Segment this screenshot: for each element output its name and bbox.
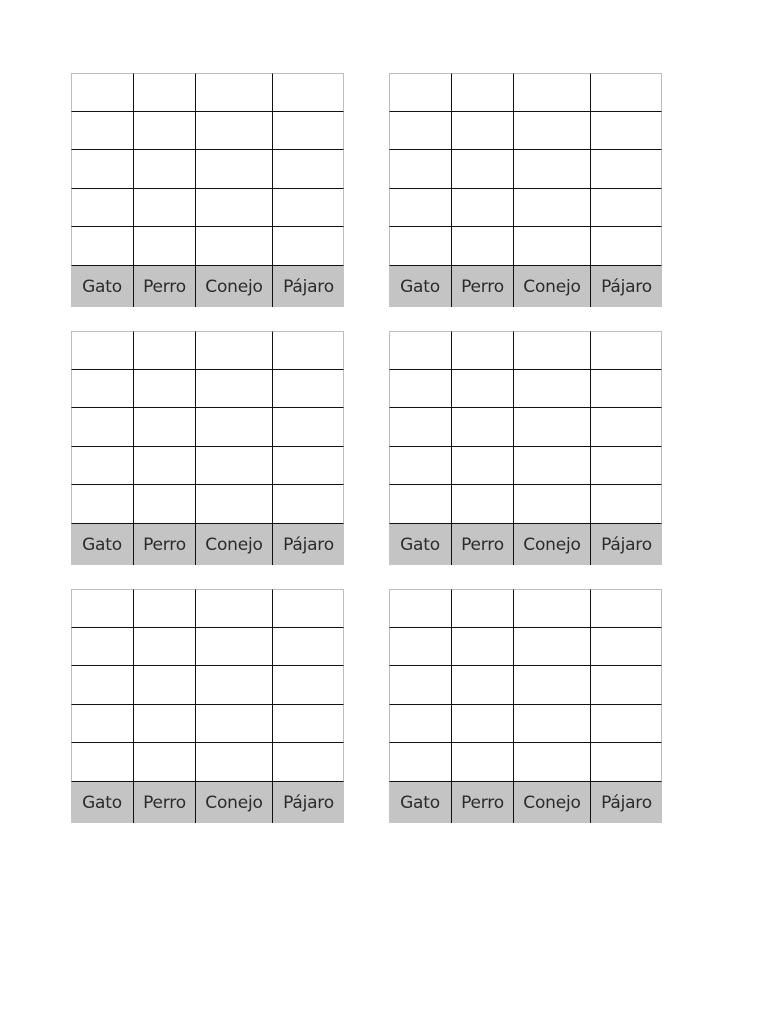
grid-cell[interactable] <box>134 485 196 524</box>
grid-cell[interactable] <box>134 666 196 705</box>
grid-cell[interactable] <box>196 743 273 782</box>
grid-cell[interactable] <box>514 150 591 189</box>
grid-cell[interactable] <box>196 370 273 408</box>
grid-cell[interactable] <box>389 331 452 370</box>
grid-cell[interactable] <box>134 227 196 266</box>
grid-cell[interactable] <box>591 150 662 189</box>
grid-cell[interactable] <box>389 73 452 112</box>
grid-cell[interactable] <box>591 73 662 112</box>
grid-cell[interactable] <box>389 666 452 705</box>
grid-cell[interactable] <box>273 666 344 705</box>
grid-cell[interactable] <box>452 150 514 189</box>
category-label: Gato <box>389 782 452 823</box>
category-label: Conejo <box>514 782 591 823</box>
category-label: Pájaro <box>591 782 662 823</box>
grid-cell[interactable] <box>71 485 134 524</box>
grid-cell[interactable] <box>452 485 514 524</box>
grid-cell[interactable] <box>273 331 344 370</box>
grid-cell[interactable] <box>591 370 662 408</box>
grid-cell[interactable] <box>134 112 196 150</box>
grid-cell[interactable] <box>452 408 514 447</box>
grid-cell[interactable] <box>591 112 662 150</box>
grid-cell[interactable] <box>196 189 273 227</box>
grid-cell[interactable] <box>452 628 514 666</box>
grid-cell[interactable] <box>273 73 344 112</box>
category-label: Gato <box>389 524 452 565</box>
grid-cell[interactable] <box>134 408 196 447</box>
grid-cell[interactable] <box>273 189 344 227</box>
grid-cell[interactable] <box>273 628 344 666</box>
grid-cell[interactable] <box>71 447 134 485</box>
grid-cell[interactable] <box>389 447 452 485</box>
grid-cell[interactable] <box>71 666 134 705</box>
grid-cell[interactable] <box>452 331 514 370</box>
grid-cell[interactable] <box>514 666 591 705</box>
grid-cell[interactable] <box>452 73 514 112</box>
grid-cell[interactable] <box>514 447 591 485</box>
grid-cell[interactable] <box>389 150 452 189</box>
grid-cell[interactable] <box>196 447 273 485</box>
category-label: Gato <box>389 266 452 307</box>
grid-cell[interactable] <box>273 408 344 447</box>
grid-cell[interactable] <box>196 73 273 112</box>
pictograph-grid-2 <box>389 73 662 307</box>
grid-cell[interactable] <box>71 705 134 743</box>
grid-cell[interactable] <box>273 589 344 628</box>
grid-cell[interactable] <box>134 370 196 408</box>
category-label: Perro <box>452 524 514 565</box>
category-label: Conejo <box>514 266 591 307</box>
category-label: Conejo <box>514 524 591 565</box>
grid-cell[interactable] <box>196 485 273 524</box>
category-label: Perro <box>134 524 196 565</box>
grid-cell[interactable] <box>71 628 134 666</box>
grid-cell[interactable] <box>134 189 196 227</box>
grid-cell[interactable] <box>134 150 196 189</box>
grid-cell[interactable] <box>71 150 134 189</box>
grid-cell[interactable] <box>134 73 196 112</box>
grid-cell[interactable] <box>514 370 591 408</box>
grid-cell[interactable] <box>134 589 196 628</box>
grid-cell[interactable] <box>71 73 134 112</box>
grid-cell[interactable] <box>514 227 591 266</box>
grid-cell[interactable] <box>134 705 196 743</box>
grid-cell[interactable] <box>273 447 344 485</box>
category-label: Conejo <box>196 266 273 307</box>
grid-cell[interactable] <box>389 112 452 150</box>
grid-cell[interactable] <box>71 370 134 408</box>
category-label: Conejo <box>196 782 273 823</box>
grid-cell[interactable] <box>591 331 662 370</box>
category-label: Pájaro <box>273 524 344 565</box>
pictograph-grid-4 <box>389 331 662 565</box>
grid-cell[interactable] <box>389 485 452 524</box>
grid-cell[interactable] <box>591 743 662 782</box>
grid-cell[interactable] <box>71 408 134 447</box>
grid-cell[interactable] <box>514 73 591 112</box>
grid-cell[interactable] <box>134 628 196 666</box>
grid-cell[interactable] <box>196 112 273 150</box>
grid-cell[interactable] <box>591 666 662 705</box>
grid-cell[interactable] <box>273 227 344 266</box>
category-label: Gato <box>71 782 134 823</box>
grid-cell[interactable] <box>514 743 591 782</box>
category-label: Perro <box>452 782 514 823</box>
grid-cell[interactable] <box>452 447 514 485</box>
grid-cell[interactable] <box>71 189 134 227</box>
grid-cell[interactable] <box>514 408 591 447</box>
grid-cell[interactable] <box>591 485 662 524</box>
grid-cell[interactable] <box>389 227 452 266</box>
grid-cell[interactable] <box>273 705 344 743</box>
pictograph-grid-6 <box>389 589 662 823</box>
grid-cell[interactable] <box>452 189 514 227</box>
grid-cell[interactable] <box>134 447 196 485</box>
grid-cell[interactable] <box>514 628 591 666</box>
grid-cell[interactable] <box>71 227 134 266</box>
grid-cell[interactable] <box>591 589 662 628</box>
category-label: Perro <box>134 266 196 307</box>
category-label: Gato <box>71 524 134 565</box>
grid-cell[interactable] <box>389 189 452 227</box>
category-label: Pájaro <box>273 782 344 823</box>
category-label: Perro <box>134 782 196 823</box>
grid-cell[interactable] <box>591 189 662 227</box>
grid-cell[interactable] <box>591 227 662 266</box>
grid-cell[interactable] <box>196 150 273 189</box>
grid-cell[interactable] <box>389 370 452 408</box>
category-label: Pájaro <box>591 266 662 307</box>
category-label: Perro <box>452 266 514 307</box>
grid-cell[interactable] <box>452 666 514 705</box>
grid-cell[interactable] <box>514 189 591 227</box>
grid-cell[interactable] <box>71 331 134 370</box>
grid-cell[interactable] <box>452 705 514 743</box>
grid-cell[interactable] <box>591 447 662 485</box>
grid-cell[interactable] <box>514 589 591 628</box>
grid-cell[interactable] <box>514 705 591 743</box>
grid-cell[interactable] <box>389 408 452 447</box>
grid-cell[interactable] <box>273 112 344 150</box>
grid-cell[interactable] <box>591 408 662 447</box>
category-label: Pájaro <box>273 266 344 307</box>
grid-cell[interactable] <box>452 370 514 408</box>
category-label: Pájaro <box>591 524 662 565</box>
grid-cell[interactable] <box>452 227 514 266</box>
grid-cell[interactable] <box>71 112 134 150</box>
grid-cell[interactable] <box>196 331 273 370</box>
grid-cell[interactable] <box>273 370 344 408</box>
grid-cell[interactable] <box>196 705 273 743</box>
grid-cell[interactable] <box>134 331 196 370</box>
category-label: Gato <box>71 266 134 307</box>
grid-cell[interactable] <box>452 112 514 150</box>
grid-cell[interactable] <box>196 666 273 705</box>
grid-cell[interactable] <box>514 331 591 370</box>
grid-cell[interactable] <box>71 743 134 782</box>
grid-cell[interactable] <box>514 485 591 524</box>
grid-cell[interactable] <box>273 485 344 524</box>
grid-cell[interactable] <box>389 589 452 628</box>
grid-cell[interactable] <box>452 743 514 782</box>
grid-cell[interactable] <box>196 628 273 666</box>
category-label: Conejo <box>196 524 273 565</box>
grid-cell[interactable] <box>389 743 452 782</box>
grid-cell[interactable] <box>71 589 134 628</box>
grid-cell[interactable] <box>196 589 273 628</box>
grid-cell[interactable] <box>389 628 452 666</box>
pictograph-grid-3 <box>71 331 344 565</box>
grid-cell[interactable] <box>196 408 273 447</box>
grid-cell[interactable] <box>452 589 514 628</box>
grid-cell[interactable] <box>591 705 662 743</box>
grid-cell[interactable] <box>591 628 662 666</box>
grid-cell[interactable] <box>514 112 591 150</box>
grid-cell[interactable] <box>389 705 452 743</box>
grid-cell[interactable] <box>134 743 196 782</box>
grid-cell[interactable] <box>273 743 344 782</box>
pictograph-grid-5 <box>71 589 344 823</box>
pictograph-grid-1 <box>71 73 344 307</box>
grid-cell[interactable] <box>196 227 273 266</box>
grid-cell[interactable] <box>273 150 344 189</box>
